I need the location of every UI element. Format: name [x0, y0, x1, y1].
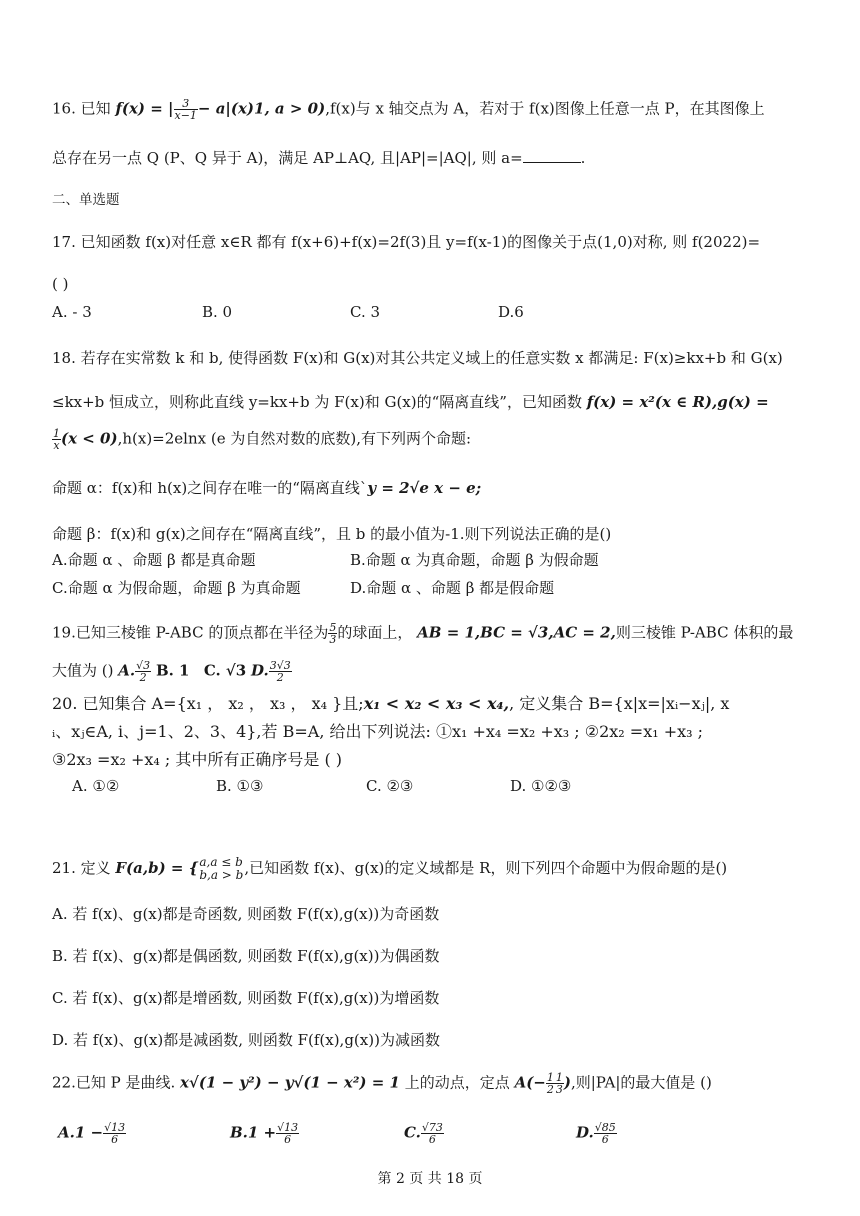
q20-option-c: C. ②③ [366, 777, 414, 795]
section-heading: 二、单选题 [52, 192, 120, 208]
q21-option-d: D. 若 f(x)、g(x)都是减函数, 则函数 F(f(x),g(x))为减函数 [52, 1031, 440, 1049]
q17-option-d: D.6 [498, 303, 524, 321]
q20-option-a: A. ①② [72, 777, 120, 795]
q18-option-c: C.命题 α 为假命题，命题 β 为真命题 [52, 579, 301, 597]
q21-option-a: A. 若 f(x)、g(x)都是奇函数, 则函数 F(f(x),g(x))为奇函数 [52, 905, 440, 923]
q20-line1: 20. 已知集合 A={x₁ ， x₂ ， x₃ ， x₄ }且;x₁ < x₂ < x₃ < x₄,, 定义集合 B={x|x=|xᵢ−xⱼ|, x [52, 694, 730, 713]
q19-line1: 19.已知三棱锥 P-ABC 的顶点都在半径为 $\frac{5}{3}$ 的球面上， AB = 1,BC = √3,AC = 2,则三棱锥 P-ABC 体积的最 [52, 621, 794, 646]
q22-option-d: D. $\frac{√85}{6}$ [576, 1121, 616, 1146]
q21-option-c: C. 若 f(x)、g(x)都是增函数, 则函数 F(f(x),g(x))为增函数 [52, 989, 440, 1007]
q22-option-b: B.1 + $\frac{√13}{6}$ [230, 1121, 299, 1146]
q17-option-a: A. - 3 [52, 303, 92, 321]
q22-option-a: A.1 − $\frac{√13}{6}$ [58, 1121, 126, 1146]
q18-beta: 命题 β：f(x)和 g(x)之间存在“隔离直线”，且 b 的最小值为-1.则下列说法正确的是() [52, 525, 612, 543]
page-footer: 第 2 页 共 18 页 [377, 1171, 483, 1187]
q17-stem: 17. 已知函数 f(x)对任意 x∈R 都有 f(x+6)+f(x)=2f(3)且 y=f(x-1)的图像关于点(1,0)对称, 则 f(2022)= [52, 233, 761, 251]
q18-line2: ≤kx+b 恒成立，则称此直线 y=kx+b 为 F(x)和 G(x)的“隔离直线”，已知函数 f(x) = x²(x ∈ R),g(x) = [52, 393, 769, 411]
q18-alpha: 命题 α：f(x)和 h(x)之间存在唯一的“隔离直线`y = 2√e x − e; [52, 479, 482, 497]
q17-option-b: B. 0 [202, 303, 233, 321]
q16-line1: 16. 已知 f(x) = | $\frac{3}{x-1}$ − a|(x)1, a > 0),f(x)与 x 轴交点为 A，若对于 f(x)图像上任意一点 P，在其图像上 [52, 97, 765, 122]
q22-option-c: C. $\frac{√73}{6}$ [404, 1121, 443, 1146]
q21-stem: 21. 定义 F(a,b) = { a,a ≤ b b,a > b ,已知函数 f(x)、g(x)的定义域都是 R，则下列四个命题中为假命题的是() [52, 855, 728, 882]
q17-paren: ( ) [52, 275, 69, 293]
q18-line1: 18. 若存在实常数 k 和 b, 使得函数 F(x)和 G(x)对其公共定义域上的任意实数 x 都满足: F(x)≥kx+b 和 G(x) [52, 349, 783, 367]
q20-option-d: D. ①②③ [510, 777, 572, 795]
q18-option-a: A.命题 α 、命题 β 都是真命题 [52, 551, 256, 569]
q22-stem: 22.已知 P 是曲线. x√(1 − y²) − y√(1 − x²) = 1 上的动点，定点 A(− $\frac{1}{2}$ $\frac{1}{3}$ ),则|PA|的最大值是 () [52, 1071, 712, 1096]
q17-option-c: C. 3 [350, 303, 381, 321]
q20-line2: ᵢ、xⱼ∈A, i、j=1、2、3、4},若 B=A, 给出下列说法: ①x₁ +x₄ =x₂ +x₃ ; ②2x₂ =x₁ +x₃ ; [52, 722, 704, 741]
q20-line3: ③2x₃ =x₂ +x₄ ; 其中所有正确序号是 ( ) [52, 750, 343, 769]
answer-blank [523, 148, 581, 163]
q19-line2: 大值为 () A. $\frac{√3}{2}$ B. 1 C. √3 D. $\frac{3√3}{2}$ [52, 659, 291, 684]
q18-line3: $\frac{1}{x}$ (x < 0),h(x)=2elnx (e 为自然对数的底数),有下列两个命题: [53, 427, 472, 452]
q20-option-b: B. ①③ [216, 777, 264, 795]
q21-option-b: B. 若 f(x)、g(x)都是偶函数, 则函数 F(f(x),g(x))为偶函数 [52, 947, 440, 965]
q18-option-b: B.命题 α 为真命题，命题 β 为假命题 [350, 551, 599, 569]
q18-option-d: D.命题 α 、命题 β 都是假命题 [350, 579, 555, 597]
q16-line2: 总存在另一点 Q (P、Q 异于 A)，满足 AP⊥AQ, 且|AP|=|AQ|, 则 a= . [52, 149, 586, 167]
